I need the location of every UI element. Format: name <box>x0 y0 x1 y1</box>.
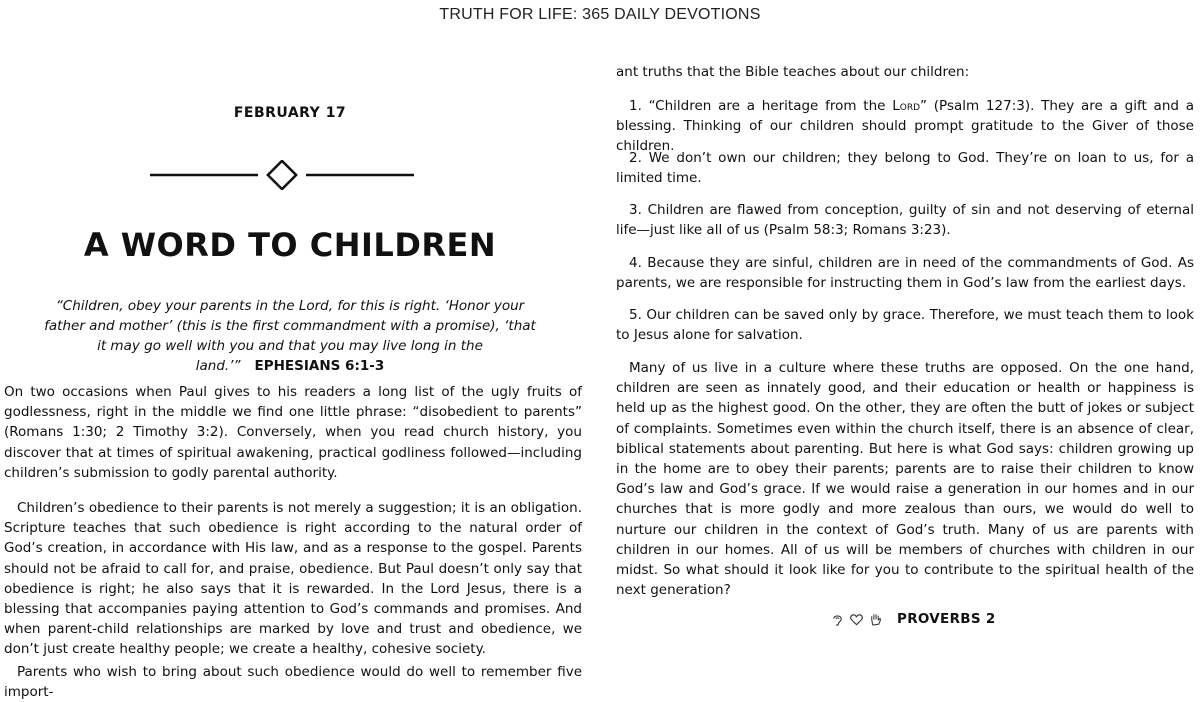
bible-reading: PROVERBS 2 <box>897 611 996 627</box>
heart-icon <box>849 612 864 627</box>
list-item-5: 5. Our children can be saved only by grace. Therefore, we must teach them to look to Jesus alone for salvation. <box>616 307 1194 344</box>
list-item-1-text-b: ” (Psalm 127:3). They are a gift and a blessing. Thinking of our children should prompt gratitude to the Giver of those children. <box>616 98 1194 155</box>
right-paragraph-closing: Many of us live in a culture where these truths are opposed. On the one hand, children are seen as innately good, and their education or health or happiness is held up as the highest good. On the other, they are often the butt of jokes or subject of complaints. Sometimes even within the church itself, there is an absence of clear, biblical statements about parenting. But here is what God says: children growing up in the home are to obey their parents; parents are to raise their children to know God’s law and God’s grace. If we would raise a generation in our homes and in our churches that is more godly and more zealous than ours, we would do well to nurture our children in the context of God’s truth. Many of us are parents with children in our homes. All of us will be members of churches with children in our midst. So what should it look like for you to contribute to the spiritual health of the next generation? <box>616 360 1194 599</box>
ear-icon <box>830 612 845 627</box>
left-paragraph-2: Children’s obedience to their parents is not merely a suggestion; it is an obligation. Scripture teaches that such obedience is right according to the natural order of God’s creation, in accordance with His law, and as a response to the gospel. Parents should not be afraid to call for, and praise, obedience. But Paul doesn’t only say that obedience is right; he also says that it is rewarded. In the Lord Jesus, there is a blessing that accompanies paying attention to God’s commands and promises. And when parent-child relationships are marked by love and trust and obedience, we don’t just create healthy people; we create a healthy, cohesive society. <box>4 500 582 658</box>
scripture-quote <box>40 296 540 376</box>
lord-smallcaps: Lord <box>892 98 921 114</box>
book-title: TRUTH FOR LIFE: 365 DAILY DEVOTIONS <box>439 6 761 23</box>
list-item-3: 3. Children are flawed from conception, guilty of sin and not deserving of eternal life—just like all of us (Psalm 58:3; Romans 3:23). <box>616 202 1194 239</box>
scripture-reference: EPHESIANS 6:1-3 <box>254 358 385 374</box>
devotion-title: A WORD TO CHILDREN <box>83 226 497 264</box>
right-paragraph-intro: ant truths that the Bible teaches about our children: <box>616 64 970 80</box>
list-item-4: 4. Because they are sinful, children are in need of the commandments of God. As parents, we are responsible for instructing them in God’s law from the earliest days. <box>616 255 1194 292</box>
scripture-quote-text: “Children, obey your parents in the Lord, for this is right. ‘Honor your father and mother’ (this is the first commandment with a promise), ‘that it may go well with you and that you may live long in the land.’” <box>44 298 536 374</box>
left-paragraph-1: On two occasions when Paul gives to his readers a long list of the ugly fruits of godlessness, right in the middle we find one little phrase: “disobedient to parents” (Romans 1:30; 2 Timothy 3:2). Conversely, when you read church history, you discover that at times of spiritual awakening, practical godliness followed—including children’s submission to godly parental authority. <box>4 384 582 481</box>
left-paragraph-3: Parents who wish to bring about such obedience would do well to remember five import- <box>4 664 582 701</box>
hand-icon <box>868 612 883 627</box>
reading-plan-footer <box>830 609 996 629</box>
list-item-1-text-a: 1. “Children are a heritage from the <box>629 98 893 114</box>
devotion-date: FEBRUARY 17 <box>233 105 347 121</box>
divider-ornament <box>150 160 414 190</box>
list-item-2: 2. We don’t own our children; they belong to God. They’re on loan to us, for a limited time. <box>616 150 1194 187</box>
